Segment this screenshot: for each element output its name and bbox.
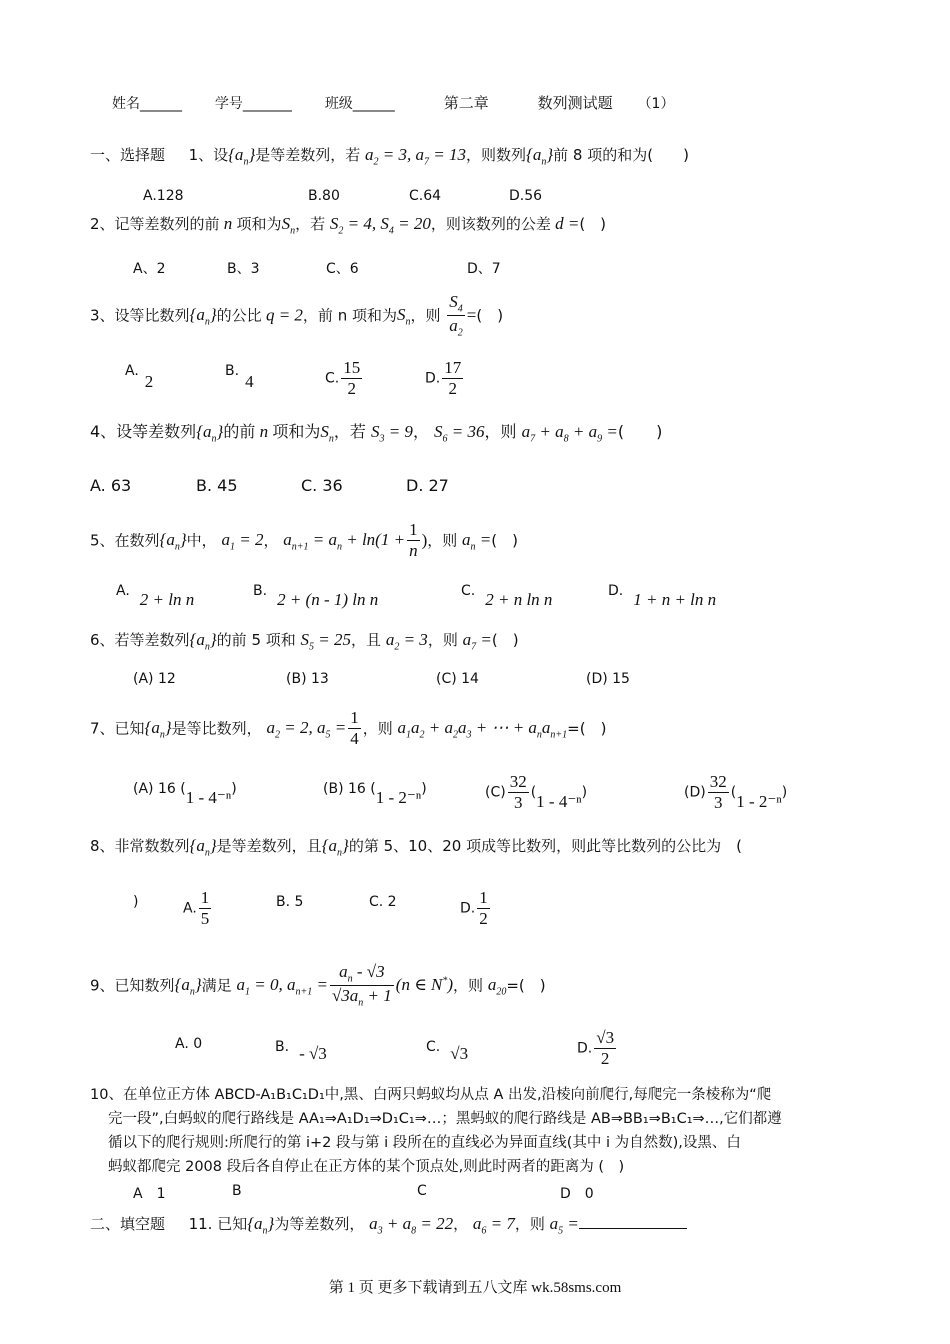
q5-option-a: A. 2 + ln n <box>116 583 195 609</box>
section-1-label: 一、选择题 <box>90 146 166 164</box>
q10-option-b: B <box>232 1183 242 1199</box>
q8-option-b: B. 5 <box>276 894 304 910</box>
question-10-line-1: 10、在单位正方体 ABCD-A₁B₁C₁D₁中,黑、白两只蚂蚁均从点 A 出发,沿棱向前爬行,每爬完一条棱称为“爬 <box>90 1087 772 1103</box>
q8-option-a: A. $\frac{1}{5}$ <box>183 888 210 928</box>
q1-option-a: A.128 <box>143 188 184 204</box>
q6-option-c: (C) 14 <box>436 671 479 687</box>
q1-condition: $a_2 = 3$, $a_7 = 13$ <box>365 145 467 168</box>
header <box>112 94 674 113</box>
q1-option-d: D.56 <box>509 188 543 204</box>
q8-option-d: D. $\frac{1}{2}$ <box>460 888 488 928</box>
question-10-line-3: 循以下的爬行规则:所爬行的第 i+2 段与第 i 段所在的直线必为异面直线(其中 i 为自然数),设黑、白 <box>108 1135 741 1151</box>
q3-option-a: A.2 <box>125 363 154 391</box>
question-6: 6、若等差数列$\{a_n\}$的前 5 项和 $S_5 = 25$，且 $a_2 = 3$，则 $a_7$ =( ) <box>90 630 519 653</box>
q7-option-d: (D) $\frac{32}{3}$ (1 - 2⁻ⁿ) <box>684 772 788 812</box>
student-id-label: 学号_______ <box>214 96 292 112</box>
q10-option-c: C <box>417 1183 427 1199</box>
q4-option-c: C. 36 <box>301 476 343 495</box>
q6-option-b: (B) 13 <box>286 671 329 687</box>
question-7: 7、已知$\{a_n\}$是等比数列， $a_2 = 2$, $a_5$ = $\frac{1}{4}$ ，则 $a_1a_2 + a_2a_3$ + ⋯ + $a_na_{n+1}=$( ) <box>90 708 607 749</box>
q6-option-d: (D) 15 <box>586 671 630 687</box>
question-10-line-2: 完一段”,白蚂蚁的爬行路线是 AA₁⇒A₁D₁⇒D₁C₁⇒…；黑蚂蚁的爬行路线是 AB⇒BB₁⇒B₁C₁⇒…,它们都遵 <box>108 1111 782 1127</box>
question-9: 9、已知数列$\{a_n\}$满足 $a_1 = 0$, $a_{n+1}$ = $\frac{a_n - √3}{√3a_n + 1}$ (n ∈ N*)，则 $a_{20}=$( ) <box>90 962 546 1009</box>
q3-option-c: C. $\frac{15}{2}$ <box>325 358 361 398</box>
question-5: 5、在数列$\{a_n\}$中， $a_1 = 2$， $a_{n+1} = a_n + \ln(1$ + $\frac{1}{n}$ )，则 $a_n$ =( ) <box>90 520 518 561</box>
q9-option-c: C. √3 <box>426 1039 469 1063</box>
question-11: 二、填空题 11. 已知$\{a_n\}$为等差数列， $a_3 + a_8 = 22$， $a_6 = 7$，则 $a_5$ = <box>90 1214 687 1237</box>
q9-option-d: D. $\frac{√3}{2}$ <box>577 1028 615 1068</box>
q5-option-b: B. 2 + (n - 1) ln n <box>253 583 379 609</box>
question-1: 一、选择题 1、设$\{a_n\}$是等差数列，若 $a_2 = 3$, $a_7 = 13$，则数列$\{a_n\}$前 8 项的和为( ) <box>90 145 689 168</box>
q7-option-c: (C) $\frac{32}{3}$ (1 - 4⁻ⁿ) <box>485 772 588 812</box>
q7-option-b: (B) 16 (1 - 2⁻ⁿ) <box>323 781 427 807</box>
q1-option-b: B.80 <box>308 188 340 204</box>
q5-option-d: D. 1 + n + ln n <box>608 583 717 609</box>
question-3: 3、设等比数列$\{a_n\}$的公比 q = 2，前 n 项和为$S_n$，则 $\frac{S_4}{a_2}$ =( ) <box>90 292 504 339</box>
q5-option-c: C. 2 + n ln n <box>461 583 553 609</box>
q2-option-b: B、3 <box>227 261 260 277</box>
q6-option-a: (A) 12 <box>133 671 176 687</box>
class-label: 班级______ <box>324 96 395 112</box>
q8-close-paren: ) <box>133 894 139 910</box>
q10-option-a: A 1 <box>133 1186 166 1202</box>
question-10-line-4: 蚂蚁都爬完 2008 段后各自停止在正方体的某个顶点处,则此时两者的距离为 ( ) <box>108 1159 625 1175</box>
question-2: 2、记等差数列的前 n 项和为$S_n$，若 $S_2 = 4$, $S_4 = 20$，则该数列的公差 d =( ) <box>90 214 607 237</box>
page-footer: 第 1 页 更多下载请到五八文库 wk.58sms.com <box>328 1280 622 1296</box>
q4-option-d: D. 27 <box>406 476 449 495</box>
q9-option-a: A. 0 <box>175 1036 203 1052</box>
name-field-label: 姓名______ <box>112 96 182 112</box>
q3-option-b: B.4 <box>225 363 254 391</box>
q8-option-c: C. 2 <box>369 894 397 910</box>
section-2-label: 二、填空题 <box>90 1215 166 1233</box>
question-8: 8、非常数数列$\{a_n\}$是等差数列，且$\{a_n\}$的第 5、10、20 项成等比数列，则此等比数列的公比为 ( <box>90 836 742 859</box>
q7-option-a: (A) 16 (1 - 4⁻ⁿ) <box>133 781 237 807</box>
question-4: 4、设等差数列$\{a_n\}$的前 n 项和为$S_n$，若 $S_3 = 9$， $S_6 = 36$，则 $a_7 + a_8 + a_9$ =( ) <box>90 422 663 445</box>
test-number: （1） <box>637 96 675 112</box>
q10-option-d: D 0 <box>560 1186 594 1202</box>
q2-option-a: A、2 <box>133 261 166 277</box>
q2-option-d: D、7 <box>467 261 501 277</box>
q3-option-d: D. $\frac{17}{2}$ <box>425 358 462 398</box>
q1-option-c: C.64 <box>409 188 442 204</box>
q9-option-b: B. - √3 <box>275 1039 327 1063</box>
q2-option-c: C、6 <box>326 261 359 277</box>
q4-option-a: A. 63 <box>90 476 132 495</box>
chapter-title: 第二章 <box>443 94 489 112</box>
test-title: 数列测试题 <box>537 94 613 112</box>
q4-option-b: B. 45 <box>196 476 238 495</box>
q11-answer-blank[interactable] <box>579 1228 687 1229</box>
